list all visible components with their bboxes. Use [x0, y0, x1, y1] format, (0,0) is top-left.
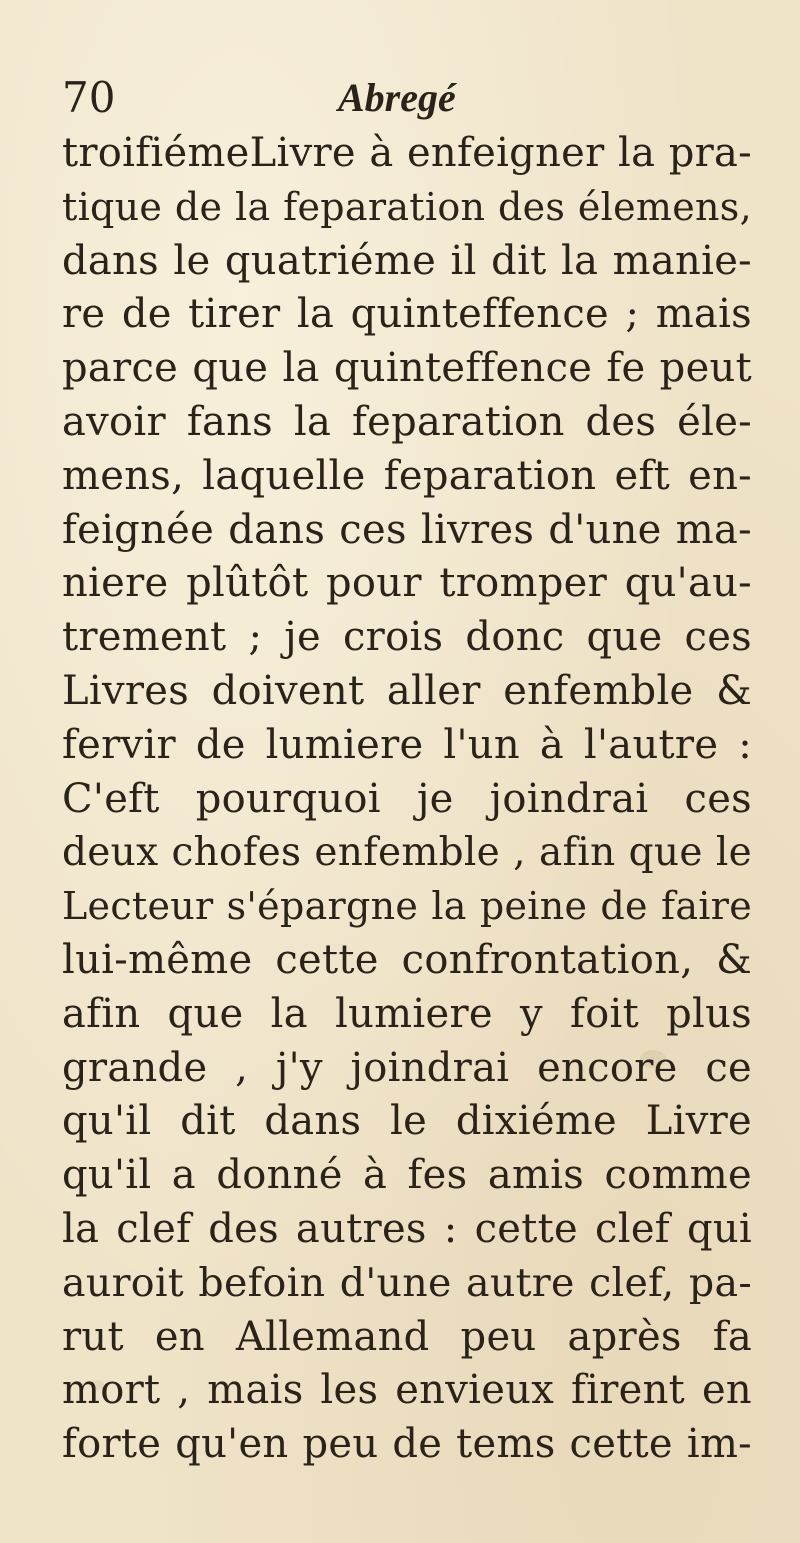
text-line: mens, laquelle feparation eft en- [62, 452, 752, 499]
text-line: C'eft pourquoi je joindrai ces [62, 775, 752, 822]
text-line: afin que la lumiere y foit plus [62, 990, 752, 1037]
text-line: auroit befoin d'une autre clef, pa- [62, 1259, 752, 1306]
body-text [62, 127, 752, 1472]
text-line: dans le quatriéme il dit la manie- [62, 237, 752, 284]
text-line: grande , j'y joindrai encore ce [62, 1044, 752, 1091]
text-line: Livres doivent aller enfemble & [62, 667, 752, 714]
text-line: niere plûtôt pour tromper qu'au- [62, 560, 752, 607]
text-line: parce que la quinteffence fe peut [62, 345, 752, 392]
running-head: Abregé [338, 75, 456, 120]
text-line: qu'il a donné à fes amis comme [62, 1152, 752, 1199]
text-line: tique de la feparation des élemens, [62, 184, 752, 229]
text-line: qu'il dit dans le dixiéme Livre [62, 1098, 752, 1145]
text-line: avoir fans la feparation des éle- [62, 398, 752, 445]
page-header [60, 72, 740, 124]
text-line: mort , mais les envieux firent en [62, 1367, 752, 1414]
text-line: deux chofes enfemble , afin que le [62, 830, 752, 876]
text-line: trement ; je crois donc que ces [62, 614, 752, 661]
page-number: 70 [62, 73, 116, 122]
text-line: re de tirer la quinteffence ; mais [62, 291, 752, 338]
text-line: feignée dans ces livres d'une ma- [62, 506, 752, 553]
text-line: forte qu'en peu de tems cette im- [62, 1421, 752, 1468]
text-line: troifiémeLivre à enfeigner la pra- [62, 130, 752, 176]
text-line: fervir de lumiere l'un à l'autre : [62, 721, 752, 768]
text-line: la clef des autres : cette clef qui [62, 1205, 752, 1252]
text-line: lui-même cette confrontation, & [62, 936, 752, 983]
text-line: Lecteur s'épargne la peine de faire [62, 884, 752, 929]
text-line: rut en Allemand peu après fa [62, 1313, 752, 1360]
